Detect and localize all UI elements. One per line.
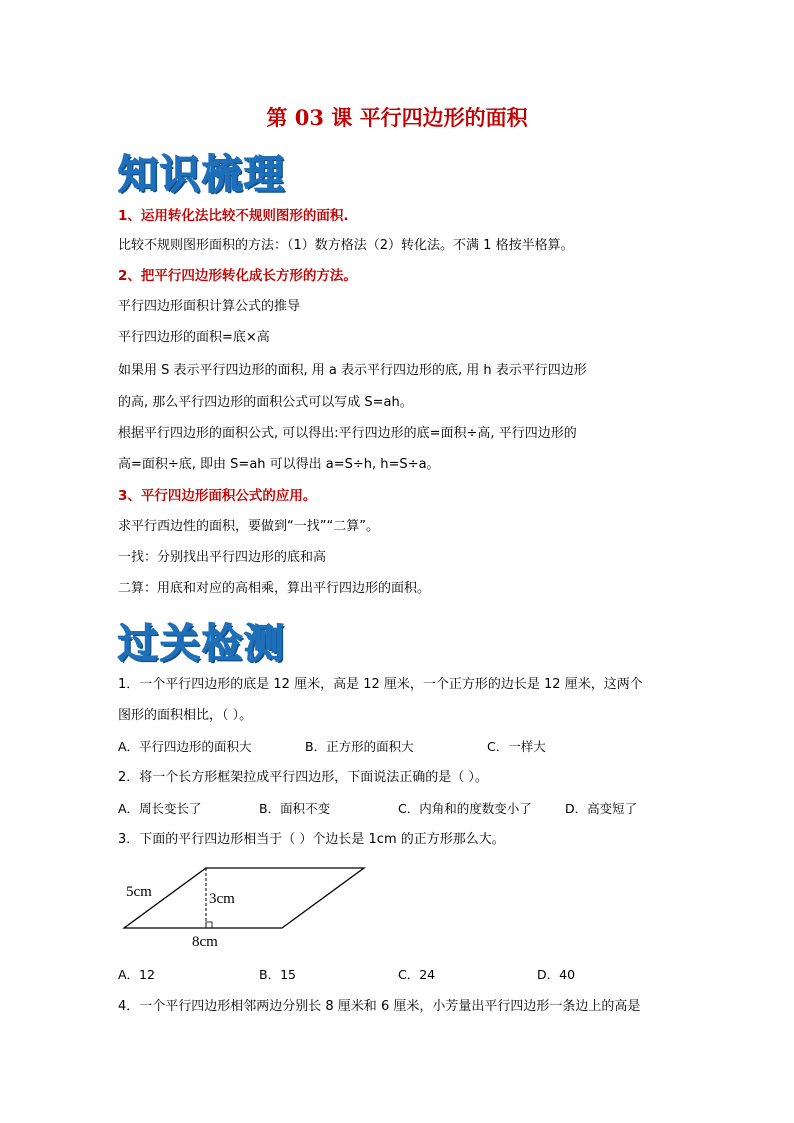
base-label: 8cm — [192, 934, 218, 950]
page-title: 第 03 课 平行四边形的面积 — [266, 105, 528, 130]
knowledge-1-heading: 1、运用转化法比较不规则图形的面积. — [118, 208, 349, 224]
knowledge-2-line: 平行四边形的面积=底×高 — [118, 330, 270, 345]
knowledge-2-heading: 2、把平行四边形转化成长方形的方法。 — [118, 268, 357, 284]
parallelogram-figure — [110, 860, 380, 952]
side-label: 5cm — [126, 884, 152, 900]
question-3-option[interactable]: D．40 — [537, 967, 576, 982]
height-label: 3cm — [209, 891, 235, 907]
knowledge-2-line: 如果用 S 表示平行四边形的面积, 用 a 表示平行四边形的底, 用 h 表示平行四边形 — [118, 363, 587, 378]
question-4-line: 4．一个平行四边形相邻两边分别长 8 厘米和 6 厘米，小芳量出平行四边形一条边上的高是 — [118, 999, 641, 1014]
question-2-option[interactable]: D．高变短了 — [565, 801, 638, 816]
question-2-option[interactable]: A．周长变长了 — [118, 801, 202, 816]
knowledge-1-text: 比较不规则图形面积的方法：（1）数方格法（2）转化法。不满 1 格按半格算。 — [118, 238, 574, 253]
question-2-option[interactable]: B．面积不变 — [259, 801, 331, 816]
knowledge-2-line: 根据平行四边形的面积公式, 可以得出:平行四边形的底=面积÷高, 平行四边形的 — [118, 426, 577, 441]
question-3-option[interactable]: B．15 — [259, 967, 296, 982]
parallelogram-shape — [124, 868, 364, 928]
right-angle-mark — [206, 922, 212, 928]
question-1-line: 1．一个平行四边形的底是 12 厘米，高是 12 厘米，一个正方形的边长是 12 厘米，这两个 — [118, 677, 643, 692]
knowledge-2-line: 的高, 那么平行四边形的面积公式可以写成 S=ah。 — [118, 395, 413, 410]
question-3-option[interactable]: A．12 — [118, 967, 155, 982]
section-heading-test: 过关检测 — [118, 621, 286, 667]
question-1-line: 图形的面积相比，（ ）。 — [118, 708, 253, 723]
question-2: 2．将一个长方形框架拉成平行四边形，下面说法正确的是（ ）。 — [118, 770, 488, 785]
knowledge-3-line: 求平行西边性的面积，要做到“一找”“二算”。 — [118, 519, 379, 534]
knowledge-2-line: 平行四边形面积计算公式的推导 — [118, 299, 301, 314]
knowledge-3-heading: 3、平行四边形面积公式的应用。 — [118, 488, 317, 504]
knowledge-3-line: 二算：用底和对应的高相乘，算出平行四边形的面积。 — [118, 581, 431, 596]
knowledge-2-line: 高=面积÷底, 即由 S=ah 可以得出 a=S÷h, h=S÷a。 — [118, 457, 440, 472]
question-1-option[interactable]: C．一样大 — [487, 739, 546, 754]
question-2-option[interactable]: C．内角和的度数变小了 — [398, 801, 532, 816]
section-heading-knowledge: 知识梳理 — [118, 152, 286, 198]
question-1-option[interactable]: A．平行四边形的面积大 — [118, 739, 252, 754]
question-3-option[interactable]: C．24 — [398, 967, 436, 982]
question-1-option[interactable]: B．正方形的面积大 — [305, 739, 414, 754]
question-3: 3．下面的平行四边形相当于（ ）个边长是 1cm 的正方形那么大。 — [118, 832, 505, 847]
knowledge-3-line: 一找：分别找出平行四边形的底和高 — [118, 550, 327, 565]
